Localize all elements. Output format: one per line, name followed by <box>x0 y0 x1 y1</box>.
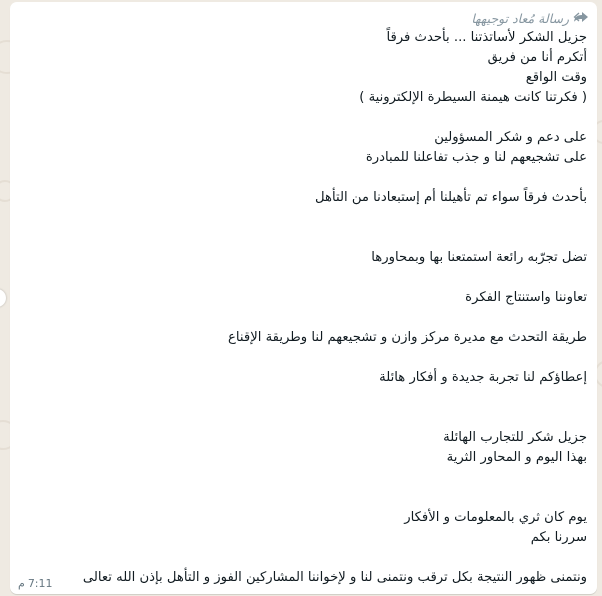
message-line: يوم كان ثري بالمعلومات و الأفكار <box>404 510 587 525</box>
message-line: على دعم و شكر المسؤولين <box>434 130 587 145</box>
blank-line <box>20 548 587 568</box>
forwarded-icon <box>573 11 589 26</box>
message-line: ( فكرتنا كانت هيمنة السيطرة الإلكترونية ) <box>359 90 587 105</box>
blank-line <box>20 108 587 128</box>
blank-line <box>20 208 587 228</box>
message-line: وقت الواقع <box>525 70 587 85</box>
blank-line <box>20 268 587 288</box>
scroll-handle[interactable] <box>0 289 6 307</box>
time-value: 7:11 <box>27 577 53 590</box>
blank-line <box>20 488 587 508</box>
blank-line <box>20 308 587 328</box>
message-line: بأحدث فرقاً سواء تم تأهيلنا أم إستبعادنا من التأهل <box>315 190 587 205</box>
message-line: بهذا اليوم و المحاور الثرية <box>446 450 587 465</box>
message-line: ونتمنى ظهور النتيجة بكل ترقب ونتمنى لنا و لإخواننا المشاركين الفوز و التأهل بإذن الله تعالى <box>82 570 587 585</box>
forwarded-indicator <box>20 8 589 28</box>
message-line: على تشجيعهم لنا و جذب تفاعلنا للمبادرة <box>365 150 587 165</box>
message-line: طريقة التحدث مع مديرة مركز وازن و تشجيعهم لنا وطريقة الإقناع <box>228 330 587 345</box>
blank-line <box>20 168 587 188</box>
message-line: جزيل شكر للتجارب الهائلة <box>443 430 587 445</box>
time-suffix: م <box>18 577 25 590</box>
message-timestamp <box>18 577 53 590</box>
blank-line <box>20 388 587 408</box>
message-line: جزيل الشكر لأساتذتنا ... بأحدث فرقاً <box>386 30 587 45</box>
forwarded-label: رسالة مُعاد توجيهها <box>471 10 569 26</box>
blank-line <box>20 468 587 488</box>
blank-line <box>20 228 587 248</box>
message-line: سررنا بكم <box>530 530 587 545</box>
blank-line <box>20 408 587 428</box>
blank-line <box>20 348 587 368</box>
message-line: تضل تجرّبه رائعة استمتعنا بها وبمحاورها <box>371 250 587 265</box>
message-bubble[interactable] <box>10 2 597 594</box>
message-line: أتكرم أنا من فريق <box>487 50 587 65</box>
message-line: تعاوننا واستنتاج الفكرة <box>465 290 587 305</box>
message-text <box>20 28 589 588</box>
message-line: إعطاؤكم لنا تجربة جديدة و أفكار هائلة <box>379 370 587 385</box>
